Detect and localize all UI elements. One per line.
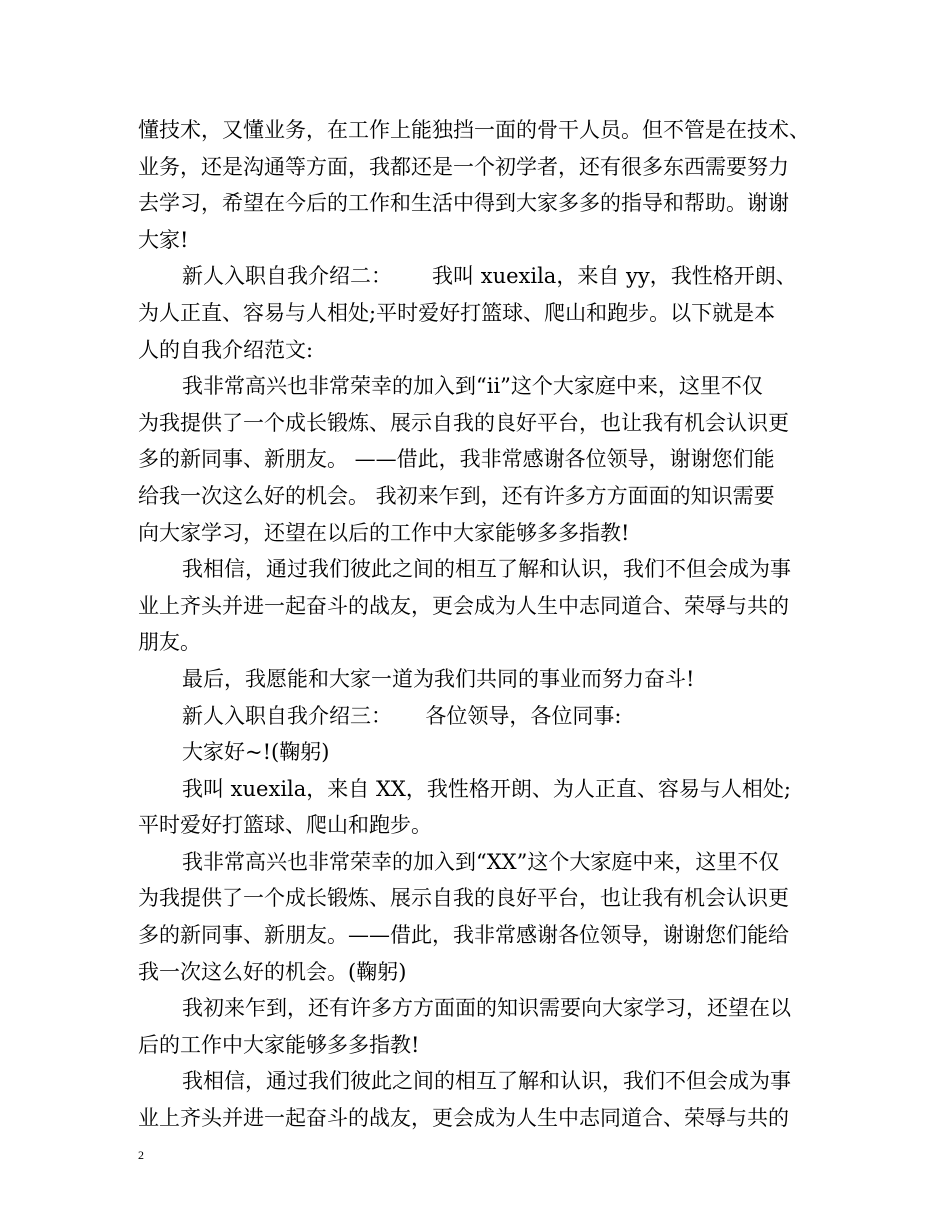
text-line: 业务，还是沟通等方面，我都还是一个初学者，还有很多东西需要努力 xyxy=(138,154,789,179)
text-line: 业上齐头并进一起奋斗的战友，更会成为人生中志同道合、荣辱与共的 xyxy=(138,593,789,618)
text-line: 去学习，希望在今后的工作和生活中得到大家多多的指导和帮助。谢谢 xyxy=(138,191,789,216)
text-line: 人的自我介绍范文: xyxy=(138,337,314,362)
text-line: 为我提供了一个成长锻炼、展示自我的良好平台，也让我有机会认识更 xyxy=(138,886,789,911)
paragraph-start-line: 大家好~!(鞠躬) xyxy=(182,740,330,765)
paragraph-start-line: 我初来乍到，还有许多方方面面的知识需要向大家学习，还望在以 xyxy=(182,996,791,1021)
paragraph-start-line: 我非常高兴也非常荣幸的加入到“XX”这个大家庭中来，这里不仅 xyxy=(182,849,780,874)
paragraph-start-line: 我相信，通过我们彼此之间的相互了解和认识，我们不但会成为事 xyxy=(182,1069,791,1094)
text-line: 我一次这么好的机会。(鞠躬) xyxy=(138,959,407,984)
text-line: 多的新同事、新朋友。 ——借此，我非常感谢各位领导，谢谢您们能 xyxy=(138,447,775,472)
text-line: 朋友。 xyxy=(138,630,201,655)
text-line: 后的工作中大家能够多多指教! xyxy=(138,1032,420,1057)
text-line: 为我提供了一个成长锻炼、展示自我的良好平台，也让我有机会认识更 xyxy=(138,410,789,435)
text-line: 懂技术，又懂业务，在工作上能独挡一面的骨干人员。但不管是在技术、 xyxy=(138,118,810,142)
text-line: 给我一次这么好的机会。 我初来乍到，还有许多方方面面的知识需要 xyxy=(138,483,775,508)
text-line: 多的新同事、新朋友。——借此，我非常感谢各位领导，谢谢您们能给 xyxy=(138,923,789,948)
paragraph-start-line: 最后，我愿能和大家一道为我们共同的事业而努力奋斗! xyxy=(182,666,695,691)
paragraph-start-line: 我相信，通过我们彼此之间的相互了解和认识，我们不但会成为事 xyxy=(182,557,791,582)
page-number: 2 xyxy=(138,1148,144,1162)
text-line: 向大家学习，还望在以后的工作中大家能够多多指教! xyxy=(138,520,630,545)
document-body xyxy=(138,112,828,1137)
text-line: 为人正直、容易与人相处;平时爱好打篮球、爬山和跑步。以下就是本 xyxy=(138,300,776,325)
text-line: 大家! xyxy=(138,227,189,252)
text-line: 平时爱好打篮球、爬山和跑步。 xyxy=(138,813,432,838)
section-heading-line: 新人入职自我介绍三： 各位领导，各位同事: xyxy=(182,703,622,728)
text-line: 业上齐头并进一起奋斗的战友，更会成为人生中志同道合、荣辱与共的 xyxy=(138,1106,789,1131)
section-heading-line: 新人入职自我介绍二： 我叫 xuexila，来自 yy，我性格开朗、 xyxy=(182,264,797,289)
paragraph-start-line: 我非常高兴也非常荣幸的加入到“ii”这个大家庭中来，这里不仅 xyxy=(182,374,763,399)
paragraph-start-line: 我叫 xuexila，来自 XX，我性格开朗、为人正直、容易与人相处; xyxy=(182,776,791,801)
